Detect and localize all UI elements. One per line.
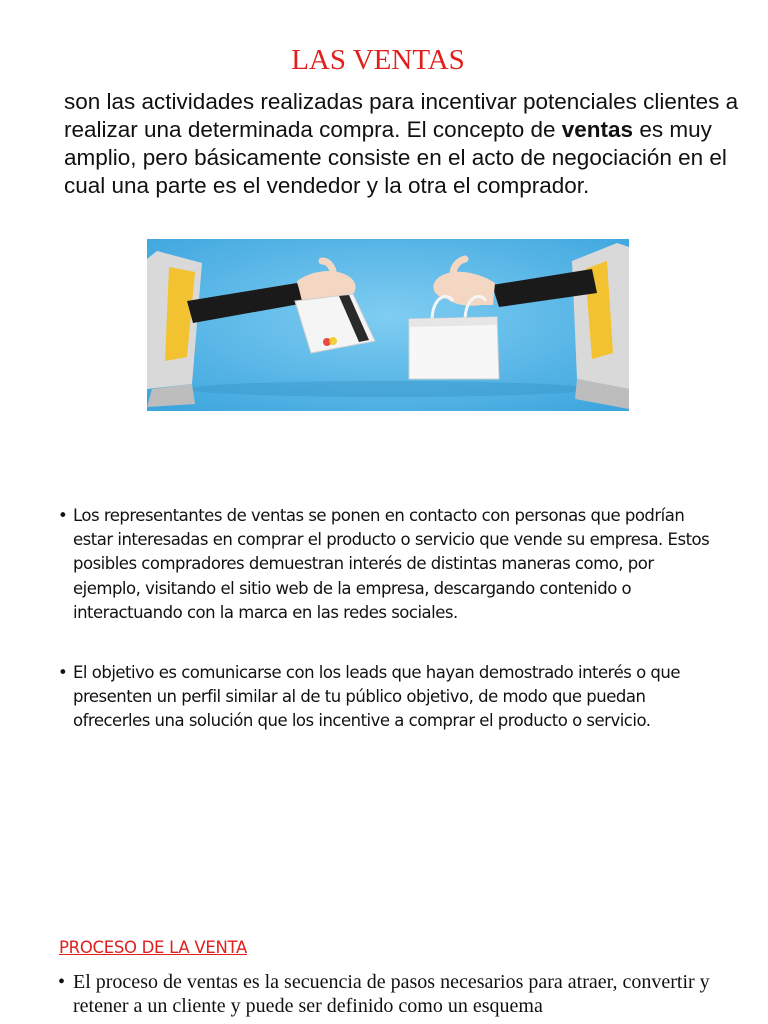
process-text: El proceso de ventas es la secuencia de pasos necesarios para atraer, convertir y retener a un cliente y puede ser definido como un esquema xyxy=(73,971,710,1017)
intro-paragraph xyxy=(64,88,754,200)
bullet-marker: • xyxy=(58,663,68,683)
bullet-marker: • xyxy=(58,971,66,993)
intro-text-part2: es muy amplio, pero básicamente consiste en el acto de negociación en el cual una parte es el vendedor y la otra el comprador. xyxy=(64,117,727,198)
intro-text-part1: son las actividades realizadas para incentivar potenciales clientes a realizar una determinada compra. El concepto de xyxy=(64,89,739,142)
bullet-list xyxy=(58,504,718,734)
bullet-text: El objetivo es comunicarse con los leads que hayan demostrado interés o que presenten un perfil similar al de tu público objetivo, de modo que puedan ofrecerles una solución que los incentive a comprar el producto o servicio. xyxy=(73,663,680,731)
process-paragraph xyxy=(58,970,738,1018)
section-heading: PROCESO DE LA VENTA xyxy=(59,938,247,957)
page-title: LAS VENTAS xyxy=(291,44,465,76)
sales-illustration xyxy=(147,239,629,411)
intro-bold-term: ventas xyxy=(561,117,634,142)
list-item xyxy=(58,504,718,625)
bullet-text: Los representantes de ventas se ponen en contacto con personas que podrían estar interesadas en comprar el producto o servicio que vende su empresa. Estos posibles compradores demuestran interés de distintas maneras como, por ejemplo, visitando el sitio web de la empresa, descargando contenido o interactuando con la marca en las redes sociales. xyxy=(73,506,710,622)
bullet-marker: • xyxy=(58,506,68,525)
list-item xyxy=(58,661,718,734)
monitor-icon xyxy=(572,243,629,409)
